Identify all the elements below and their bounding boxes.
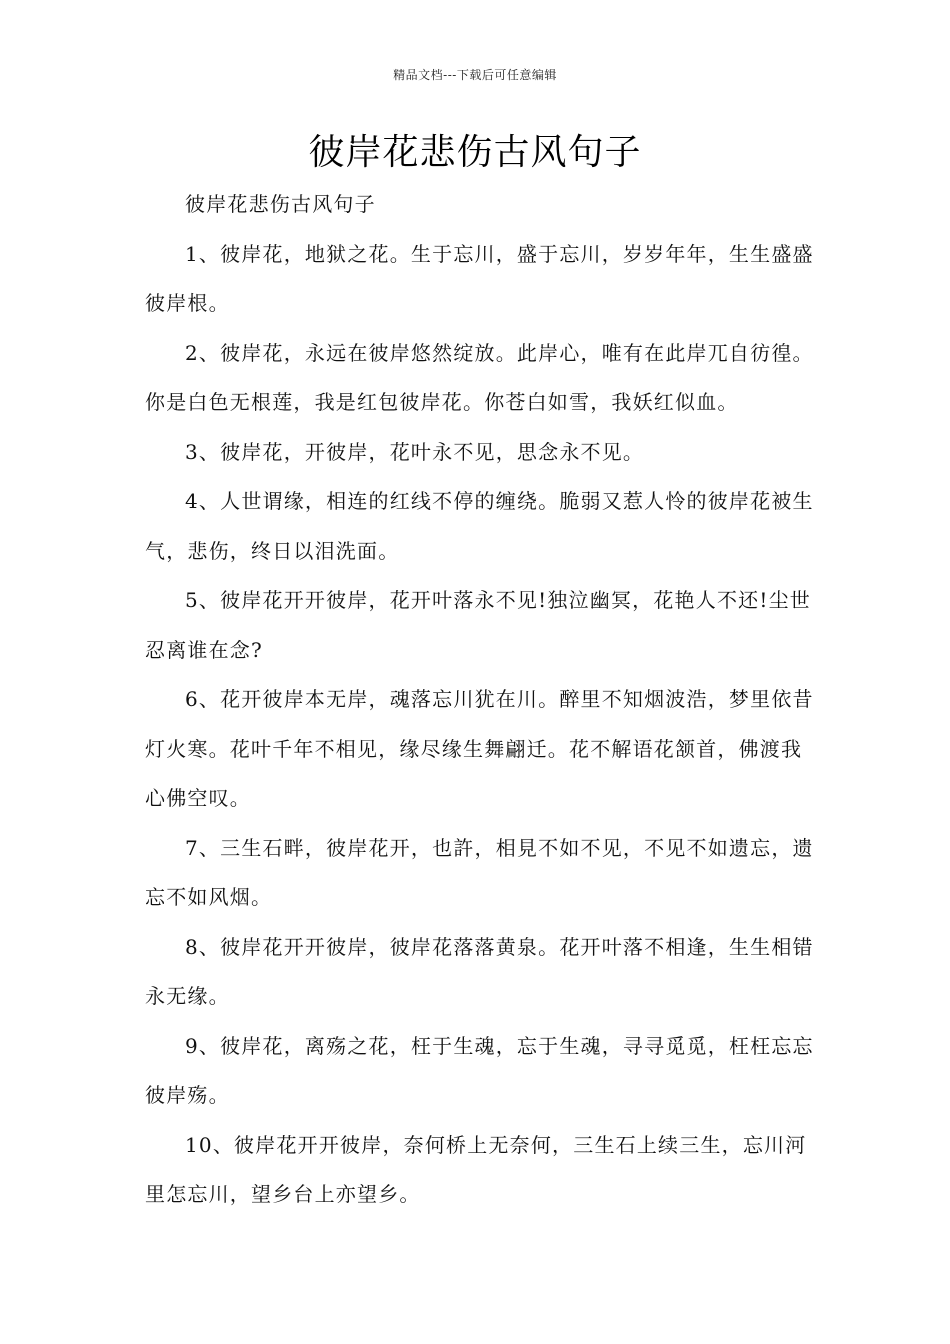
document-subtitle: 彼岸花悲伤古风句子 [185, 192, 376, 216]
document-title: 彼岸花悲伤古风句子 [308, 132, 642, 173]
paragraph: 9、彼岸花，离殇之花，枉于生魂，忘于生魂，寻寻觅觅，枉枉忘忘彼岸殇。 [145, 1033, 814, 1107]
paragraph: 6、花开彼岸本无岸，魂落忘川犹在川。醉里不知烟波浩，梦里依昔灯火寒。花叶千年不相见，缘尽缘生舞翩迁。花不解语花颔首，佛渡我心佛空叹。 [145, 687, 814, 810]
paragraph: 10、彼岸花开开彼岸，奈何桥上无奈何，三生石上续三生，忘川河里怎忘川，望乡台上亦望乡。 [145, 1132, 807, 1206]
paragraph: 3、彼岸花，开彼岸，花叶永不见，思念永不见。 [185, 439, 645, 464]
paragraph: 8、彼岸花开开彼岸，彼岸花落落黄泉。花开叶落不相逢，生生相错永无缘。 [145, 934, 814, 1008]
paragraph: 7、三生石畔，彼岸花开，也許，相見不如不见，不见不如遗忘，遗忘不如风烟。 [145, 835, 814, 909]
paragraph: 5、彼岸花开开彼岸，花开叶落永不见!独泣幽冥，花艳人不还!尘世忍离谁在念? [145, 588, 811, 662]
page-header: 精品文档---下载后可任意编辑 [393, 68, 557, 82]
paragraph: 2、彼岸花，永远在彼岸悠然绽放。此岸心，唯有在此岸兀自彷徨。你是白色无根莲，我是红包彼岸花。你苍白如雪，我妖红似血。 [145, 340, 814, 414]
paragraph: 1、彼岸花，地狱之花。生于忘川，盛于忘川，岁岁年年，生生盛盛彼岸根。 [145, 241, 814, 315]
document-body [145, 180, 820, 1220]
paragraph: 4、人世谓缘，相连的红线不停的缠绕。脆弱又惹人怜的彼岸花被生气，悲伤，终日以泪洗面。 [145, 489, 814, 563]
